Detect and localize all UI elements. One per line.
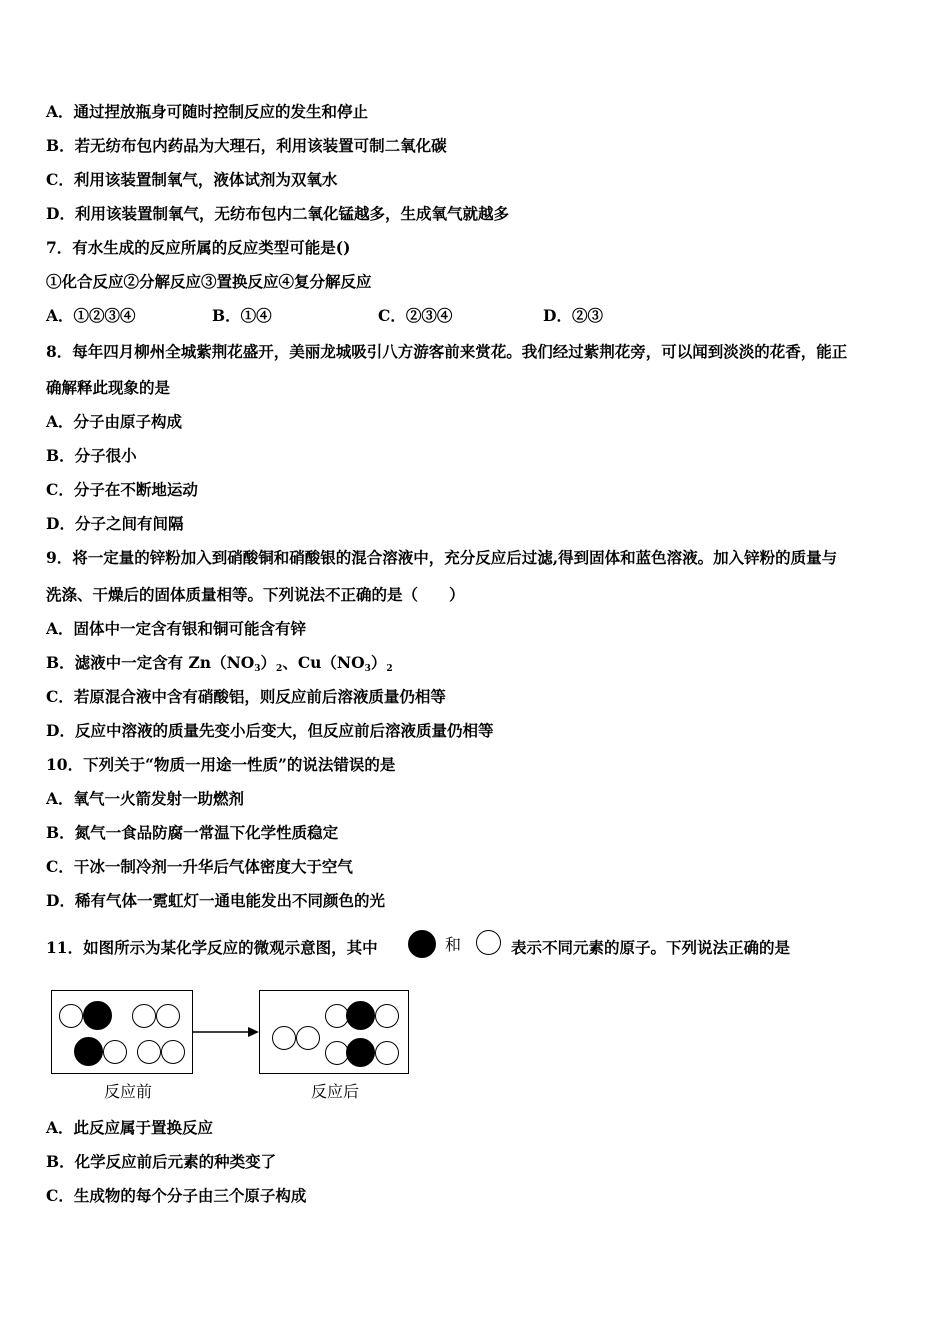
- q11-and: 和: [445, 935, 462, 954]
- q7-option-a: A．①②③④: [46, 306, 136, 325]
- black-atom-icon: [83, 1001, 112, 1030]
- white-atom-icon: [103, 1040, 127, 1064]
- q9-sub-3: 3: [254, 664, 261, 674]
- q6-option-a: A．通过捏放瓶身可随时控制反应的发生和停止: [46, 102, 369, 121]
- q7-option-c: C．②③④: [378, 306, 453, 325]
- q11-option-a: A．此反应属于置换反应: [46, 1118, 214, 1137]
- white-atom-icon: [375, 1041, 399, 1065]
- black-atom-icon: [408, 930, 436, 958]
- q9-option-b-pre: B．滤液中一定含有 Zn（NO: [46, 653, 255, 672]
- q7-stem: 7．有水生成的反应所属的反应类型可能是(): [46, 238, 351, 257]
- q9-stem-line2: 洗涤、干燥后的固体质量相等。下列说法不正确的是（ ）: [46, 585, 465, 604]
- q9-sub-2b: 2: [386, 664, 393, 674]
- q11-option-c: C．生成物的每个分子由三个原子构成: [46, 1186, 307, 1205]
- q7-option-d: D．②③: [543, 306, 603, 325]
- reaction-arrow-icon: [193, 1025, 259, 1039]
- white-atom-icon: [375, 1004, 399, 1028]
- q9-paren: ）: [260, 653, 277, 672]
- white-atom-icon: [156, 1004, 180, 1028]
- q11-stem-pre: 11．如图所示为某化学反应的微观示意图，其中: [46, 938, 378, 957]
- q9-option-b-mid: 、Cu（NO: [282, 653, 365, 672]
- q10-option-d: D．稀有气体一霓虹灯一通电能发出不同颜色的光: [46, 891, 385, 910]
- q7-option-b: B．①④: [212, 306, 272, 325]
- white-atom-icon: [161, 1040, 185, 1064]
- q6-option-b: B．若无纺布包内药品为大理石，利用该装置可制二氧化碳: [46, 136, 447, 155]
- black-atom-icon: [74, 1037, 103, 1066]
- q8-stem-line1: 8．每年四月柳州全城紫荆花盛开，美丽龙城吸引八方游客前来赏花。我们经过紫荆花旁，可以闻到淡淡的花香，能正: [46, 342, 848, 361]
- q8-option-b: B．分子很小: [46, 446, 137, 465]
- black-atom-icon: [346, 1038, 375, 1067]
- q9-option-c: C．若原混合液中含有硝酸铝，则反应前后溶液质量仍相等: [46, 687, 446, 706]
- q11-stem-post: 表示不同元素的原子。下列说法正确的是: [511, 938, 791, 957]
- q10-option-c: C．干冰一制冷剂一升华后气体密度大于空气: [46, 857, 353, 876]
- white-atom-icon: [59, 1004, 83, 1028]
- q8-option-c: C．分子在不断地运动: [46, 480, 198, 499]
- q9-paren-b: ）: [370, 653, 387, 672]
- label-after-reaction: 反应后: [311, 1082, 360, 1101]
- q10-option-a: A．氧气一火箭发射一助燃剂: [46, 789, 245, 808]
- white-atom-icon: [132, 1004, 156, 1028]
- q9-option-a: A．固体中一定含有银和铜可能含有锌: [46, 619, 307, 638]
- q6-option-c: C．利用该装置制氧气，液体试剂为双氧水: [46, 170, 338, 189]
- white-atom-icon: [476, 930, 501, 955]
- label-before-reaction: 反应前: [104, 1082, 153, 1101]
- q9-option-d: D．反应中溶液的质量先变小后变大，但反应前后溶液质量仍相等: [46, 721, 494, 740]
- white-atom-icon: [296, 1026, 320, 1050]
- q9-sub-3b: 3: [364, 664, 371, 674]
- q10-option-b: B．氮气一食品防腐一常温下化学性质稳定: [46, 823, 339, 842]
- q8-option-d: D．分子之间有间隔: [46, 514, 184, 533]
- q10-stem: 10．下列关于“物质一用途一性质”的说法错误的是: [46, 755, 396, 774]
- white-atom-icon: [137, 1040, 161, 1064]
- q9-sub-2: 2: [276, 664, 283, 674]
- q8-stem-line2: 确解释此现象的是: [46, 378, 171, 397]
- white-atom-icon: [272, 1026, 296, 1050]
- black-atom-icon: [346, 1001, 375, 1030]
- q9-stem-line1: 9．将一定量的锌粉加入到硝酸铜和硝酸银的混合溶液中，充分反应后过滤,得到固体和蓝色溶液。加入锌粉的质量与: [46, 548, 838, 567]
- q7-reaction-list: ①化合反应②分解反应③置换反应④复分解反应: [46, 272, 372, 291]
- q8-option-a: A．分子由原子构成: [46, 412, 183, 431]
- q6-option-d: D．利用该装置制氧气，无纺布包内二氧化锰越多，生成氧气就越多: [46, 204, 509, 223]
- q11-option-b: B．化学反应前后元素的种类变了: [46, 1152, 277, 1171]
- q9-option-b: [46, 653, 393, 679]
